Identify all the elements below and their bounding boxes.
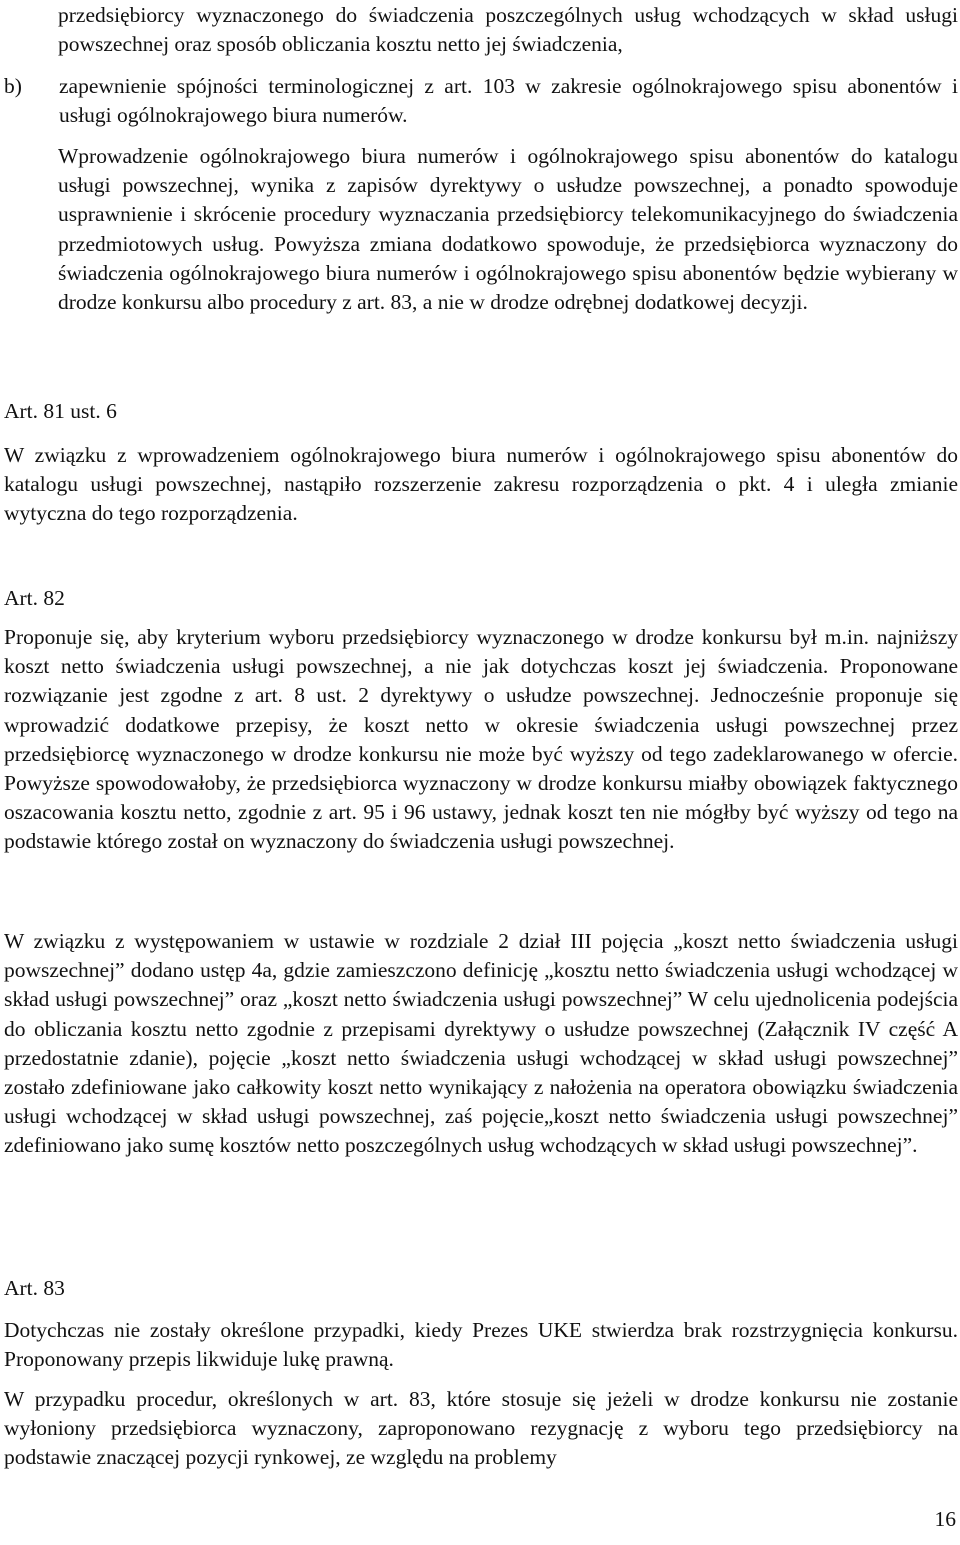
list-item-text: zapewnienie spójności terminologicznej z art. 103 w zakresie ogólnokrajowego spisu abonentów i usługi ogólnokrajowego biura numerów. — [59, 74, 958, 128]
list-marker: b) — [4, 74, 22, 98]
intro-paragraph: Wprowadzenie ogólnokrajowego biura numerów i ogólnokrajowego spisu abonentów do katalogu usługi powszechnej, wynika z zapisów dyrektywy o usłudze powszechnej, a ponadto spowoduje usprawnienie i skrócenie procedury wyznaczania przedsiębiorcy telekomunikacyjnego do świadczenia przedmiotowych usług. Powyższa zmiana dodatkowo spowoduje, że przedsiębiorca wyznaczony do świadczenia ogólnokrajowego biura numerów i ogólnokrajowego spisu abonentów będzie wybierany w drodze konkursu albo procedury z art. 83, a nie w drodze odrębnej dodatkowej decyzji. — [58, 144, 958, 315]
section-paragraph: W przypadku procedur, określonych w art. 83, które stosuje się jeżeli w drodze konkursu nie zostanie wyłoniony przedsiębiorca wyznaczony, zaproponowano rezygnację z wyboru tego przedsiębiorcy na podstawie znaczącej pozycji rynkowej, ze względu na problemy — [4, 1387, 958, 1470]
section-paragraph: Dotychczas nie zostały określone przypadki, kiedy Prezes UKE stwierdza brak rozstrzygnięcia konkursu. Proponowany przepis likwiduje lukę prawną. — [4, 1318, 958, 1372]
section-heading-art-81: Art. 81 ust. 6 — [4, 399, 117, 423]
section-heading-art-82: Art. 82 — [4, 586, 65, 610]
section-paragraph: W związku z występowaniem w ustawie w rozdziale 2 dział III pojęcia „koszt netto świadczenia usługi powszechnej” dodano ustęp 4a, gdzie zamieszczono definicję „kosztu netto świadczenia usługi wchodzącej w skład usługi powszechnej” oraz „koszt netto świadczenia usługi powszechnej” W celu ujednolicenia podejścia do obliczania kosztu netto zgodnie z przepisami dyrektywy o usłudze powszechnej (Załącznik IV część A przedostatnie zdanie), pojęcie „koszt netto świadczenia usługi wchodzącej w skład usługi powszechnej” zostało zdefiniowane jako całkowity koszt netto wynikający z nałożenia na operatora obowiązku świadczenia usługi wchodzącej w skład usługi powszechnej, zaś pojęcie„koszt netto świadczenia usługi powszechnej” zdefiniowano jako sumę kosztów netto poszczególnych usług wchodzących w skład usługi powszechnej”. — [4, 929, 958, 1158]
section-paragraph: W związku z wprowadzeniem ogólnokrajowego biura numerów i ogólnokrajowego spisu abonentów do katalogu usługi powszechnej, nastąpiło rozszerzenie zakresu rozporządzenia o pkt. 4 i uległa zmianie wytyczna do tego rozporządzenia. — [4, 443, 958, 526]
continuation-paragraph: przedsiębiorcy wyznaczonego do świadczenia poszczególnych usług wchodzących w skład usługi powszechnej oraz sposób obliczania kosztu netto jej świadczenia, — [58, 3, 958, 57]
page-number: 16 — [934, 1507, 956, 1531]
section-heading-art-83: Art. 83 — [4, 1276, 65, 1300]
section-paragraph: Proponuje się, aby kryterium wyboru przedsiębiorcy wyznaczonego w drodze konkursu był m.in. najniższy koszt netto świadczenia usługi powszechnej, a nie jak dotychczas koszt jej świadczenia. Proponowane rozwiązanie jest zgodne z art. 8 ust. 2 dyrektywy o usłudze powszechnej. Jednocześnie proponuje się wprowadzić dodatkowe przepisy, że koszt netto w okresie świadczenia usługi powszechnej przez przedsiębiorcę wyznaczonego w drodze konkursu nie może być wyższy od tego zadeklarowanego w ofercie. Powyższe spowodowałoby, że przedsiębiorca wyznaczony w drodze konkursu miałby obowiązek faktycznego oszacowania kosztu netto, zgodnie z art. 95 i 96 ustawy, jednak koszt ten nie mógłby być wyższy od tego na podstawie którego został on wyznaczony do świadczenia usługi powszechnej. — [4, 625, 958, 854]
